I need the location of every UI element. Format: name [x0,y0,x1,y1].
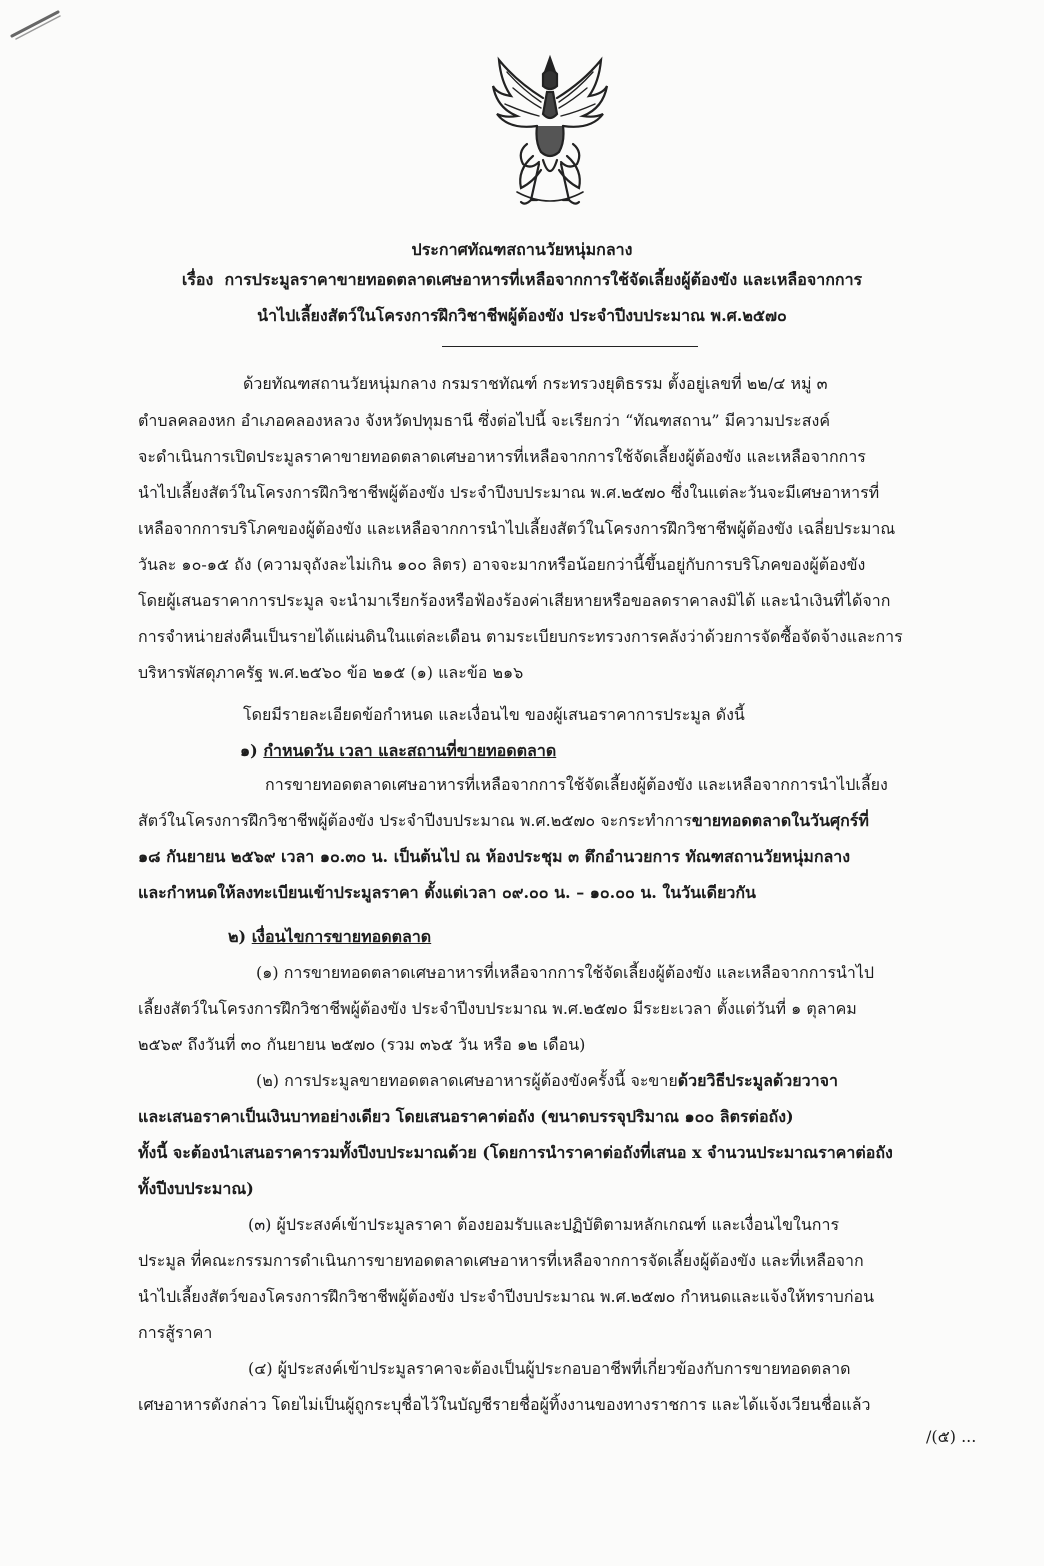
item-2-line-1 [256,1071,838,1091]
item-3-line-3: นำไปเลี้ยงสัตว์ของโครงการฝึกวิชาชีพผู้ต้องขัง ประจำปีงบประมาณ พ.ศ.๒๕๗๐ กำหนดและแจ้งให้ทราบก่อน [138,1287,875,1306]
section-1-line-2-plain: สัตว์ในโครงการฝึกวิชาชีพผู้ต้องขัง ประจำปีงบประมาณ พ.ศ.๒๕๗๐ จะกระทำการ [138,811,692,830]
title-divider [442,346,698,347]
subject-text-1: การประมูลราคาขายทอดตลาดเศษอาหารที่เหลือจากการใช้จัดเลี้ยงผู้ต้องขัง และเหลือจากการ [224,270,863,289]
section-1-line-2-bold: ขายทอดตลาดในวันศุกร์ที่ [691,811,869,830]
intro-line-5: เหลือจากการบริโภคของผู้ต้องขัง และเหลือจากการนำไปเลี้ยงสัตว์ในโครงการฝึกวิชาชีพผู้ต้องขัง เฉลี่ยประมาณ [138,519,896,538]
section-1-line-3: ๑๘ กันยายน ๒๕๖๙ เวลา ๑๐.๓๐ น. เป็นต้นไป ณ ห้องประชุม ๓ ตึกอำนวยการ ทัณฑสถานวัยหนุ่มกลาง [138,847,851,866]
item-4-line-2: เศษอาหารดังกล่าว โดยไม่เป็นผู้ถูกระบุชื่อไว้ในบัญชีรายชื่อผู้ทิ้งงานของทางราชการ และได้แจ้งเวียนชื่อแล้ว [138,1395,871,1414]
section-2-title: เงื่อนไขการขายทอดตลาด [251,927,432,946]
item-2-line-3: ทั้งนี้ จะต้องนำเสนอราคารวมทั้งปีงบประมาณด้วย (โดยการนำราคาต่อถังที่เสนอ x จำนวนประมาณราคาต่อถัง [138,1143,893,1162]
section-1-line-2 [138,811,869,831]
item-3-line-1: (๓) ผู้ประสงค์เข้าประมูลราคา ต้องยอมรับและปฏิบัติตามหลักเกณฑ์ และเงื่อนไขในการ [248,1215,840,1234]
item-1-line-3: ๒๕๖๙ ถึงวันที่ ๓๐ กันยายน ๒๕๗๐ (รวม ๓๖๕ วัน หรือ ๑๒ เดือน) [138,1035,586,1054]
intro-line-2: ตำบลคลองหก อำเภอคลองหลวง จังหวัดปทุมธานี ซึ่งต่อไปนี้ จะเรียกว่า “ทัณฑสถาน” มีความประสงค์ [138,411,831,430]
intro-line-7: โดยผู้เสนอราคาการประมูล จะนำมาเรียกร้องหรือฟ้องร้องค่าเสียหายหรือขอลดราคาลงมิได้ และนำเงินที่ได้จาก [138,591,891,610]
intro-line-9: บริหารพัสดุภาครัฐ พ.ศ.๒๕๖๐ ข้อ ๒๑๕ (๑) และข้อ ๒๑๖ [138,663,524,682]
section-1-title: กำหนดวัน เวลา และสถานที่ขายทอดตลาด [263,741,557,760]
section-1-line-1: การขายทอดตลาดเศษอาหารที่เหลือจากการใช้จัดเลี้ยงผู้ต้องขัง และเหลือจากการนำไปเลี้ยง [265,775,888,794]
intro-line-8: การจำหน่ายส่งคืนเป็นรายได้แผ่นดินในแต่ละเดือน ตามระเบียบกระทรวงการคลังว่าด้วยการจัดซื้อจัดจ้างและการ [138,627,903,646]
conditions-lead: โดยมีรายละเอียดข้อกำหนด และเงื่อนไข ของผู้เสนอราคาการประมูล ดังนี้ [243,705,745,724]
item-3-line-4: การสู้ราคา [138,1323,213,1342]
item-1-line-1: (๑) การขายทอดตลาดเศษอาหารที่เหลือจากการใช้จัดเลี้ยงผู้ต้องขัง และเหลือจากการนำไป [256,963,875,982]
announcement-title: ประกาศทัณฑสถานวัยหนุ่มกลาง [411,240,633,259]
section-1-heading [240,741,556,761]
intro-line-1: ด้วยทัณฑสถานวัยหนุ่มกลาง กรมราชทัณฑ์ กระทรวงยุติธรรม ตั้งอยู่เลขที่ ๒๒/๔ หมู่ ๓ [243,374,828,393]
subject-line-2: นำไปเลี้ยงสัตว์ในโครงการฝึกวิชาชีพผู้ต้องขัง ประจำปีงบประมาณ พ.ศ.๒๕๗๐ [257,306,787,325]
section-2-number: ๒) [228,927,247,946]
intro-line-3: จะดำเนินการเปิดประมูลราคาขายทอดตลาดเศษอาหารที่เหลือจากการใช้จัดเลี้ยงผู้ต้องขัง และเหลือจากการ [138,447,866,466]
garuda-emblem [487,52,613,212]
page-continuation-marker: /(๕) ... [926,1427,977,1446]
item-2-line-2: และเสนอราคาเป็นเงินบาทอย่างเดียว โดยเสนอราคาต่อถัง (ขนาดบรรจุปริมาณ ๑๐๐ ลิตรต่อถัง) [138,1107,794,1126]
section-1-line-4: และกำหนดให้ลงทะเบียนเข้าประมูลราคา ตั้งแต่เวลา ๐๙.๐๐ น. – ๑๐.๐๐ น. ในวันเดียวกัน [138,883,756,902]
subject-label: เรื่อง [181,270,214,289]
item-2-line-1-bold: ด้วยวิธีประมูลด้วยวาจา [677,1071,838,1090]
item-2-line-4: ทั้งปีงบประมาณ) [138,1179,254,1198]
subject-line-1 [0,268,1044,293]
item-4-line-1: (๔) ผู้ประสงค์เข้าประมูลราคาจะต้องเป็นผู้ประกอบอาชีพที่เกี่ยวข้องกับการขายทอดตลาด [248,1359,851,1378]
section-2-heading [228,927,431,947]
item-3-line-2: ประมูล ที่คณะกรรมการดำเนินการขายทอดตลาดเศษอาหารที่เหลือจากการจัดเลี้ยงผู้ต้องขัง และที่เหลือจาก [138,1251,864,1270]
intro-line-6: วันละ ๑๐-๑๕ ถัง (ความจุถังละไม่เกิน ๑๐๐ ลิตร) อาจจะมากหรือน้อยกว่านี้ขึ้นอยู่กับการบริโภคของผู้ต้องขัง [138,555,866,574]
item-1-line-2: เลี้ยงสัตว์ในโครงการฝึกวิชาชีพผู้ต้องขัง ประจำปีงบประมาณ พ.ศ.๒๕๗๐ มีระยะเวลา ตั้งแต่วันที่ ๑ ตุลาคม [138,999,857,1018]
pen-scribble-mark [8,6,64,42]
intro-line-4: นำไปเลี้ยงสัตว์ในโครงการฝึกวิชาชีพผู้ต้องขัง ประจำปีงบประมาณ พ.ศ.๒๕๗๐ ซึ่งในแต่ละวันจะมีเศษอาหารที่ [138,483,880,502]
item-2-line-1-plain: (๒) การประมูลขายทอดตลาดเศษอาหารผู้ต้องขังครั้งนี้ จะขาย [256,1071,678,1090]
section-1-number: ๑) [240,741,258,760]
